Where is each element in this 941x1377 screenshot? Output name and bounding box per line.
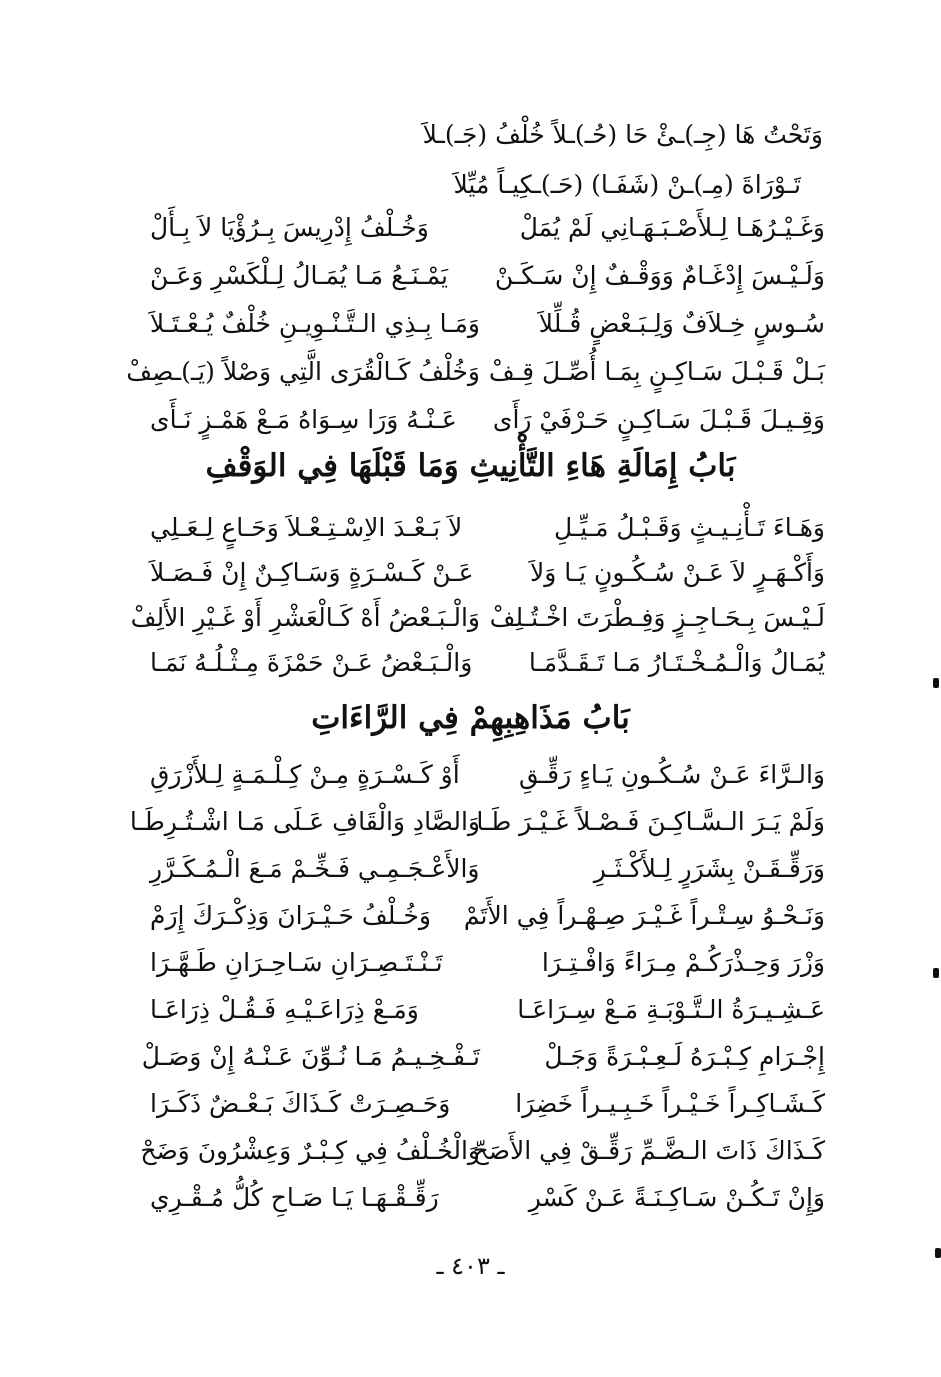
verse-line bbox=[150, 896, 825, 934]
verse-first-hemistich: كَـذَاكَ ذَاتَ الـضَّـمِّ رَقِّـقْ فِي الأَصَحّ bbox=[472, 1135, 825, 1165]
margin-mark bbox=[933, 968, 939, 978]
verse-second-hemistich: وَالْخُـلْفُ فِي كِـبْـرٌ وَعِشْرُونَ وَضَحْ bbox=[140, 1135, 480, 1165]
verse-line bbox=[150, 508, 825, 546]
page-number: ـ ٤٠٣ ـ bbox=[436, 1252, 505, 1280]
verse-line bbox=[126, 352, 825, 390]
verse-line bbox=[130, 598, 825, 636]
verse-line bbox=[150, 1178, 825, 1216]
verse-second-hemistich: رَقِّـقْـهَـا يَـا صَـاحِ كُلُّ مُـقْـرِي bbox=[150, 1182, 439, 1212]
verse-line bbox=[141, 1037, 825, 1075]
verse-first-hemistich: وَزْرَ وَحِـذْرَكُـمْ مِـرَاءً وَافْـتِـرَا bbox=[541, 947, 825, 977]
verse-first-hemistich: إِجْـرَامِ كِـبْـرَهُ لَـعِـبْـرَةً وَجَـلْ bbox=[544, 1041, 825, 1071]
verse-line bbox=[150, 643, 825, 681]
intro-line-2: تَـوْرَاةَ (مِـ)ـنْ (شَفَـا) (حَـ)ـكِيـاً مُيِّلاَ bbox=[453, 170, 801, 199]
verse-second-hemistich: تَـنْـتَـصِـرَانِ سَـاحِـرَانِ طَـهَّـرَا bbox=[150, 947, 443, 977]
margin-mark bbox=[933, 678, 939, 688]
verse-first-hemistich: وَنَـحْـوُ سِـتْـراً غَـيْـرَ صِـهْـراً فِي الأَتَمْ bbox=[463, 900, 825, 930]
verse-second-hemistich: وَالصَّادِ وَالْقَافِ عَـلَى مَـا اشْـتُـرِطَـا bbox=[129, 806, 480, 836]
verse-line bbox=[150, 943, 825, 981]
verse-first-hemistich: وَأَكْـهَـرٍ لاَ عَـنْ سُـكُـونٍ يَـا وَلاَ bbox=[529, 557, 825, 587]
verse-first-hemistich: وَلَـيْـسَ إِدْغَـامٌ وَوَقْـفٌ إِنْ سَـكَـنْ bbox=[494, 260, 825, 290]
verse-second-hemistich: عَـنْـهُ وَرَا سِـوَاهُ مَـعْ هَمْـزٍ نَـأَى bbox=[150, 404, 457, 434]
verse-second-hemistich: وَخُـلْفُ إِدْرِيسَ بِـرُؤْيَا لاَ بِـأَلْ bbox=[150, 212, 429, 242]
verse-second-hemistich: وَالْـبَـعْضُ عَـنْ حَمْزَةَ مِـثْـلُـهُ نَمَـا bbox=[150, 647, 473, 677]
verse-line bbox=[150, 208, 825, 246]
verse-second-hemistich: وَخُـلْفُ حَـيْـرَانَ وَذِكْـرَكَ إِرَمْ bbox=[150, 900, 431, 930]
verse-line bbox=[150, 1084, 825, 1122]
verse-line bbox=[150, 849, 825, 887]
verse-first-hemistich: عَـشِـيـرَةُ الـتَّـوْبَـةِ مَـعْ سِـرَاعَـا bbox=[517, 994, 825, 1024]
verse-first-hemistich: سُـوسٍ خِـلاَفٌ وَلِـبَـعْضٍ قُـلِّلاَ bbox=[538, 308, 825, 338]
verse-first-hemistich: وَغَـيْـرُهَـا لِـلأَصْـبَـهَـانِي لَمْ يُمَلْ bbox=[519, 212, 825, 242]
verse-first-hemistich: وَرَقِّـقَـنْ بِشَرَرٍ لِـلأَكْـثَـرِ bbox=[593, 853, 825, 883]
verse-line bbox=[150, 755, 825, 793]
verse-first-hemistich: وَقِـيـلَ قَـبْـلَ سَـاكِـنٍ حَـرْفَيْ رَأَى bbox=[492, 404, 825, 434]
verse-line bbox=[150, 304, 825, 342]
verse-line bbox=[140, 1131, 825, 1169]
chapter-heading-feminine-ha: بَابُ إِمَالَةِ هَاءِ التَّأْنِيثِ وَمَا قَبْلَهَا فِي الوَقْفِ bbox=[205, 448, 736, 484]
verse-line bbox=[129, 802, 825, 840]
chapter-heading-raat: بَابُ مَذَاهِبِهِمْ فِي الرَّاءَاتِ bbox=[311, 700, 630, 736]
verse-second-hemistich: أَوْ كَـسْـرَةٍ مِـنْ كِـلْـمَـةٍ لِـلأَزْرَقِ bbox=[150, 759, 460, 789]
intro-line-1: وَتَحْتُ هَا (جِـ)ـئْ حَا (حُـ)ـلاً خُلْفُ (جَـ)ـلاَ bbox=[422, 120, 823, 149]
verse-line bbox=[150, 400, 825, 438]
verse-first-hemistich: لَـيْـسَ بِـحَـاجِـزٍ وَفِـطْرَتَ اخْـتُـلِفْ bbox=[489, 602, 825, 632]
verse-second-hemistich: وَمَـا بِـذِي الـتَّـنْـوِيـنِ خُلْفٌ يُـعْـتَـلاَ bbox=[149, 308, 480, 338]
verse-first-hemistich: وَإِنْ تَـكُـنْ سَـاكِـنَـةً عَـنْ كَسْرِ bbox=[528, 1182, 825, 1212]
verse-line bbox=[150, 553, 825, 591]
verse-first-hemistich: كَـشَـاكِـراً خَـيْـراً خَـبِـيـراً خَضِرَا bbox=[515, 1088, 825, 1118]
verse-second-hemistich: وَمَـعْ ذِرَاعَـيْـهِ فَـقُـلْ ذِرَاعَـا bbox=[150, 994, 419, 1024]
margin-mark bbox=[935, 1248, 941, 1258]
verse-line bbox=[150, 256, 825, 294]
verse-line bbox=[150, 990, 825, 1028]
verse-second-hemistich: تَـفْـخِـيـمُ مَـا نُـوِّنَ عَـنْـهُ إِنْ وَصَـلْ bbox=[141, 1041, 480, 1071]
verse-second-hemistich: يَمْـنَـعُ مَـا يُمَـالُ لِـلْكَسْرِ وَعَـنْ bbox=[150, 260, 449, 290]
verse-second-hemistich: عَـنْ كَـسْـرَةٍ وَسَـاكِـنٌ إِنْ فَـصَـلاَ bbox=[150, 557, 474, 587]
verse-second-hemistich: وَحَـصِـرَتْ كَـذَاكَ بَـعْـضٌ ذَكَـرَا bbox=[150, 1088, 451, 1118]
verse-second-hemistich: وَخُلْفُ كَـالْقُرَى الَّتِي وَصْلاً (يَـ)ـصِفْ bbox=[126, 356, 480, 386]
verse-first-hemistich: وَالـرَّاءَ عَـنْ سُـكُـونِ يَـاءٍ رَقِّـقِ bbox=[518, 759, 825, 789]
verse-second-hemistich: وَالْـبَـعْضُ أَهْ كَـالْعَشْرِ أَوْ غَـيْرِ الأَلِفْ bbox=[130, 602, 480, 632]
verse-first-hemistich: وَلَمْ يَـرَ الـسَّـاكِـنَ فَـصْـلاً غَـيْـرَ طَـا bbox=[476, 806, 825, 836]
verse-second-hemistich: لاَ بَـعْـدَ الاِسْـتِـعْـلاَ وَحَـاعٍ لِـعَـلِي bbox=[150, 512, 463, 542]
verse-first-hemistich: يُمَـالُ وَالْـمُـخْـتَـارُ مَـا تَـقَـدَّمَـا bbox=[528, 647, 825, 677]
verse-first-hemistich: بَـلْ قَـبْـلَ سَـاكِـنٍ بِمَـا أُصِّـلَ قِـفْ bbox=[488, 356, 825, 386]
verse-second-hemistich: وَالأَعْـجَـمِـي فَـخِّـمْ مَـعَ الْـمُـكَـرَّرِ bbox=[150, 853, 480, 883]
verse-first-hemistich: وَهَـاءَ تَـأْنِـيـثٍ وَقَـبْـلُ مَـيِّـلِ bbox=[553, 512, 825, 542]
